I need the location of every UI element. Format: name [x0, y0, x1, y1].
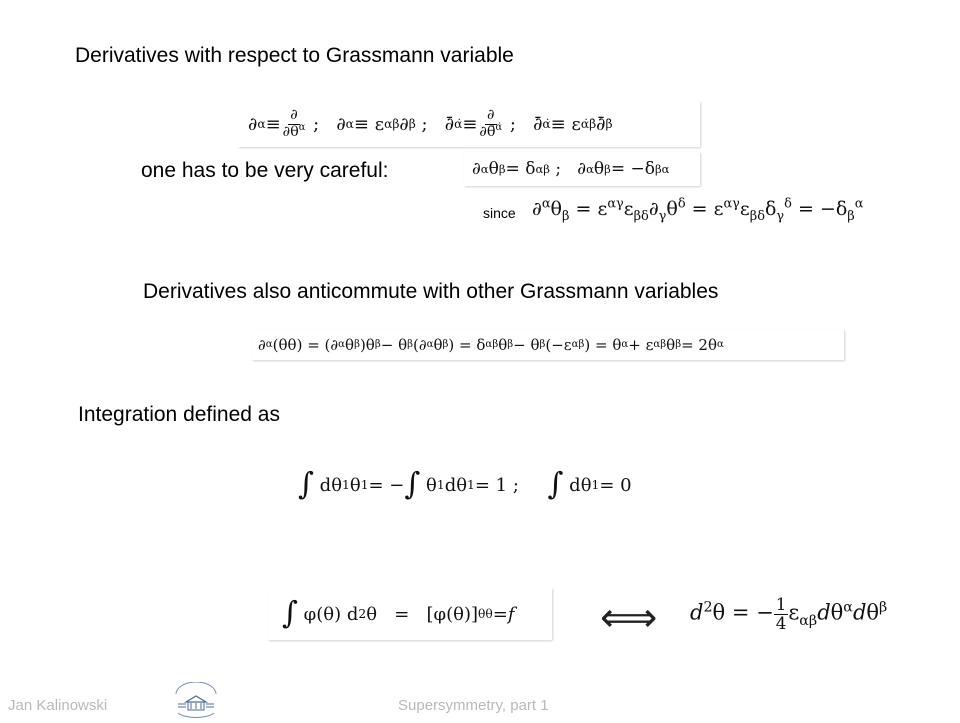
careful-formula: ∂ α θ β = δ α β ; ∂ α θ β = −δ β α	[464, 152, 700, 186]
since-label: since	[483, 205, 516, 221]
slide-title: Derivatives with respect to Grassmann variable	[75, 44, 514, 67]
anticommute-heading: Derivatives also anticommute with other Grassmann variables	[143, 280, 719, 303]
integration-formula: ∫ dθ 1 θ 1 = − ∫ θ 1 dθ 1 = 1 ; ∫ dθ 1 = 0	[298, 462, 632, 508]
faculty-logo	[170, 682, 222, 718]
since-formula: $\partial^\alpha\theta_\beta = \varepsilon^{\alpha\gamma}\varepsilon_{\beta\delta}\partial_\gamma\theta^\delta = \varepsilon^{\alpha\gamma}\varepsilon_{\beta\delta}\delta_\gamma^\delta = -\delta_\beta^\alpha$	[532, 196, 864, 224]
d2theta-integral-formula: ∫ φ(θ) d 2 θ = [φ(θ)] θθ = f	[268, 588, 552, 640]
careful-text: one has to be very careful:	[141, 159, 389, 182]
derivative-definitions-formula: ∂ α ≡ $\frac{\partial}{\partial\theta^\alpha}$ ; ∂ α ≡ ε αβ ∂ β ; ∂̄ α̇ ≡ $\frac{\partial}{\partial\thetā^{\alphȧ}}$ ; ∂̄ α̇ ≡ ε α̇β̇ ∂̄ β̇	[238, 101, 700, 147]
footer-author: Jan Kalinowski	[8, 697, 108, 714]
integration-heading: Integration defined as	[78, 403, 280, 426]
anticommute-formula: ∂ α (θθ) = (∂ α θ β )θ β − θ β (∂ α θ β ) = δ α β θ β − θ β (−ε αβ ) = θ α + ε αβ θ β = 2θ α	[252, 330, 844, 360]
footer-course: Supersymmetry, part 1	[398, 697, 549, 714]
equivalence-arrow-icon: ⟺	[600, 596, 658, 640]
d2theta-measure-formula: $d^2\theta$ = − $\frac{1}{4}$ $\varepsilon_{\alpha\beta}d\theta^\alpha d\theta^\beta$	[690, 594, 888, 633]
